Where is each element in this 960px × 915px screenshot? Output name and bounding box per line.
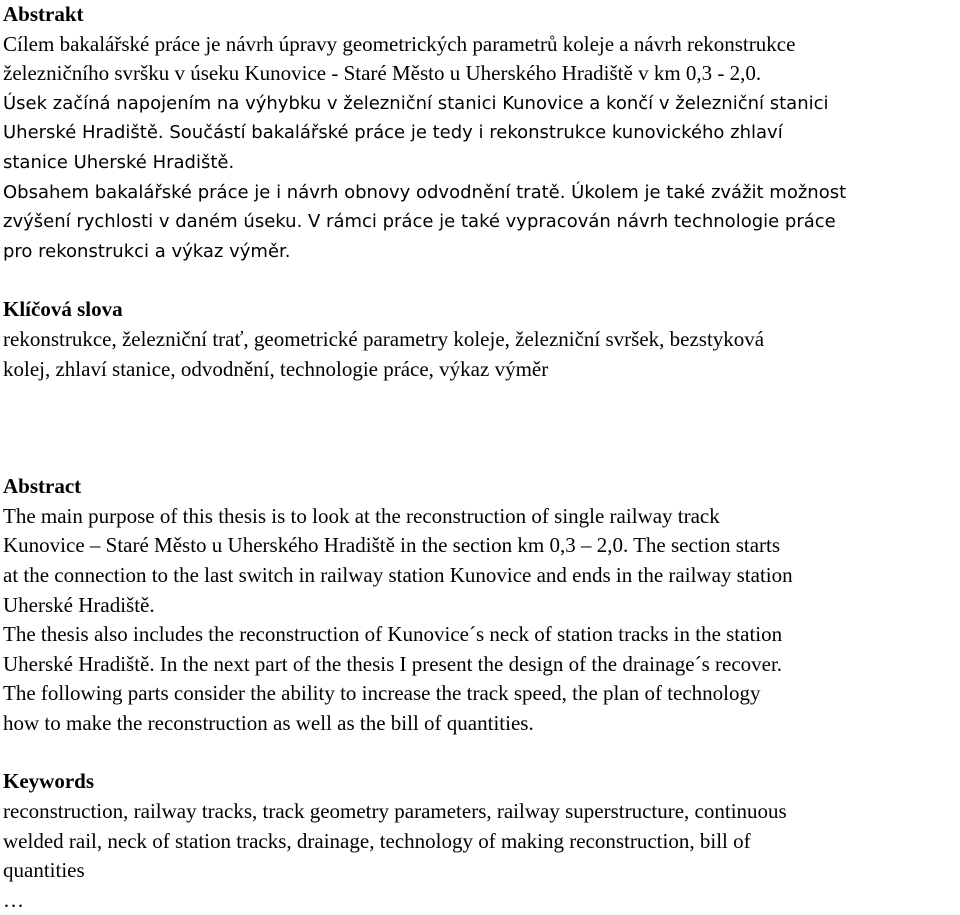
czech-abstract-heading: Abstrakt (3, 2, 84, 26)
english-abstract-heading: Abstract (3, 474, 82, 499)
english-abstract-section (3, 472, 957, 738)
spacer (3, 384, 957, 472)
english-abstract-line: at the connection to the last switch in railway station Kunovice and ends in the railway station (3, 562, 793, 587)
czech-keywords-section (3, 295, 957, 384)
english-abstract-line: The main purpose of this thesis is to look at the reconstruction of single railway track (3, 503, 720, 528)
czech-abstract-line: Uherské Hradiště. Součástí bakalářské práce je tedy i rekonstrukce kunovického zhlaví (3, 122, 783, 144)
czech-abstract-line: stanice Uherské Hradiště. (3, 151, 235, 173)
czech-abstract-line: pro rekonstrukci a výkaz výměr. (3, 240, 291, 262)
czech-keywords-heading: Klíčová slova (3, 297, 123, 322)
czech-abstract-line: železničního svršku v úseku Kunovice - Staré Město u Uherského Hradiště v km 0,3 - 2,0. (3, 61, 762, 86)
document-page (3, 0, 957, 915)
czech-abstract-line: Úsek začíná napojením na výhybku v železniční stanici Kunovice a končí v železniční stanici (3, 92, 829, 114)
czech-abstract-line: Obsahem bakalářské práce je i návrh obnovy odvodnění tratě. Úkolem je také zvážit možnost (3, 181, 847, 203)
english-abstract-line: Uherské Hradiště. (3, 592, 155, 617)
english-abstract-line: Kunovice – Staré Město u Uherského Hradiště in the section km 0,3 – 2,0. The section starts (3, 533, 781, 558)
czech-abstract-section (3, 0, 957, 266)
spacer (3, 266, 957, 295)
english-keywords-heading: Keywords (3, 769, 94, 794)
czech-keywords-line: rekonstrukce, železniční trať, geometrické parametry koleje, železniční svršek, bezstyková (3, 326, 765, 351)
czech-abstract-line: zvýšení rychlosti v daném úseku. V rámci práce je také vypracován návrh technologie práce (3, 211, 836, 233)
czech-abstract-line: Cílem bakalářské práce je návrh úpravy geometrických parametrů koleje a návrh rekonstrukce (3, 31, 796, 56)
czech-keywords-line: kolej, zhlaví stanice, odvodnění, technologie práce, výkaz výměr (3, 356, 549, 381)
english-keywords-line: welded rail, neck of station tracks, drainage, technology of making reconstruction, bill of (3, 828, 751, 853)
english-keywords-line: reconstruction, railway tracks, track geometry parameters, railway superstructure, continuous (3, 799, 787, 824)
english-keywords-section (3, 767, 957, 915)
english-abstract-line: The following parts consider the ability to increase the track speed, the plan of technology (3, 681, 761, 706)
english-abstract-line: Uherské Hradiště. In the next part of the thesis I present the design of the drainage´s recover. (3, 651, 783, 676)
spacer (3, 738, 957, 767)
english-keywords-line: quantities (3, 858, 85, 883)
english-abstract-line: how to make the reconstruction as well as the bill of quantities. (3, 710, 534, 735)
ellipsis: … (3, 887, 24, 912)
english-abstract-line: The thesis also includes the reconstruction of Kunovice´s neck of station tracks in the station (3, 622, 783, 647)
